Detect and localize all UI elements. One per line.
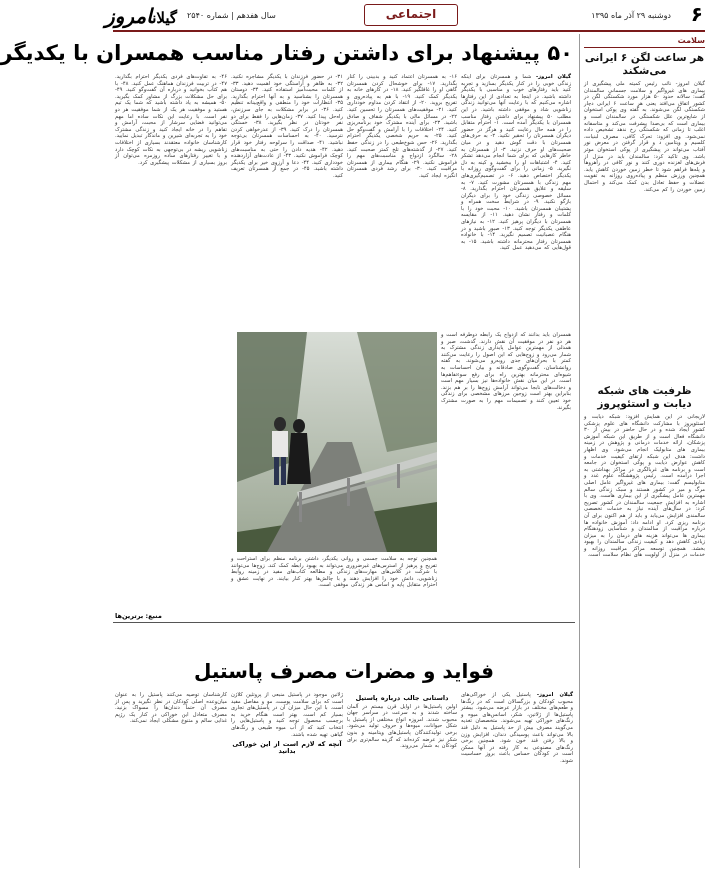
masthead — [105, 0, 709, 32]
article-column-4: ۴۶- به تفاوت‌های فردی یکدیگر احترام بگذارید. ۴۷- در تربیت فرزندان هماهنگ عمل کنید. ۴۸- با هم کتاب بخوانید و درباره آن گفت‌وگو کنید. ۴۹- برای حل مشکلات بزرگ از مشاور کمک بگیرید. ۵۰- همیشه به یاد داشته باشید که شما یک تیم هستید و موفقیت هر یک از شما موفقیت هر دو نفر است. با رعایت این نکات ساده اما مهم می‌توانید فضایی سرشار از محبت، آرامش و تفاهم را در خانه ایجاد کنید و زندگی مشترک خود را به تجربه‌ای شیرین و ماندگار تبدیل نمایید. کارشناسان خانواده معتقدند بسیاری از اختلافات زناشویی ریشه در بی‌توجهی به نکات کوچک دارد و با تغییر رفتارهای ساده روزمره می‌توان از بروز بسیاری از مشکلات پیشگیری کرد. — [115, 74, 227, 166]
couple-walking-photo — [237, 332, 437, 552]
article-lead: گیلان امروز- — [536, 74, 571, 80]
article-column-2: ۱۶- به همسرتان اعتماد کنید و بدبینی را کنار بگذارید. ۱۷- برای خوشحال کردن همسرتان گاهی او را غافلگیر کنید. ۱۸- در کارهای خانه به یکدیگر کمک کنید. ۱۹- با هم به پیاده‌روی و تفریح بروید. ۲۰- از انتقاد کردن مداوم خودداری کنید. ۲۱- موفقیت‌های همسرتان را تحسین کنید. ۲۲- در مسائل مالی با یکدیگر شفاف و صادق باشید. ۲۳- برای آینده مشترک خود برنامه‌ریزی کنید. ۲۴- اختلافات را با آرامش و گفت‌وگو حل کنید. ۲۵- به حریم شخصی یکدیگر احترام بگذارید. ۲۶- حس شوخ‌طبعی را در زندگی حفظ کنید. ۲۷- از گذشته‌های تلخ کمتر صحبت کنید. ۲۸- سالگرد ازدواج و مناسبت‌های مهم را فراموش نکنید. ۲۹- هنگام بیماری از همسرتان مراقبت کنید. ۳۰- برای رشد فردی همسرتان انگیزه ایجاد کنید. — [347, 74, 458, 179]
article-source: منبع: برترین‌ها — [115, 612, 162, 620]
article2-headline: فواید و مضرات مصرف پاستیل — [194, 659, 494, 683]
logo-small: گیلان — [152, 9, 177, 27]
article2-subheading-2: آنچه که لازم است از این خوراکی بدانید — [232, 740, 342, 755]
sidebar-tag: سلامت — [584, 34, 705, 48]
issue-number: سال هفدهم | شماره ۲۵۴۰ — [187, 11, 276, 20]
sidebar-body-2: لاریجانی در این همایش افزود: شبکه دیابت و استئوپروز با مشارکت دانشگاه های علوم پزشکی کشور ایجاد شده و در حال حاضر در بیش از ۳۰ دانشگاه فعال است و از طریق این شبکه آموزش پزشکان، ارائه خدمات درمانی و پژوهش در زمینه بیماری های متابولیک انجام می‌شود. وی اظهار داشت: هدف این شبکه ارتقای کیفیت خدمات و کاهش عوارض دیابت و پوکی استخوان در جامعه است و برنامه های غربالگری در مراکز بهداشتی به اجرا درآمده است. رئیس پژوهشگاه علوم غدد و متابولیسم گفت: بیماری های غیرواگیر عامل اصلی مرگ و میر در کشور هستند و سبک زندگی سالم مهمترین عامل پیشگیری از این بیماری هاست. وی با اشاره به افزایش جمعیت سالمندان در کشور تصریح کرد: در سال‌های آینده نیاز به خدمات تخصصی سالمندی افزایش می‌یابد و باید از هم اکنون برای آن برنامه ریزی کرد. او ادامه داد: آموزش خانواده ها درباره مراقبت از سالمندان و شناسایی زودهنگام بیماری ها می‌تواند هزینه های درمان را به میزان زیادی کاهش دهد و کیفیت زندگی سالمندان را بهبود بخشد. همچنین توسعه مراکز مراقبت روزانه و خدمات در منزل از اولویت های نظام سلامت است. — [584, 414, 705, 559]
article-column-1 — [461, 74, 571, 329]
sidebar-headline-2: ظرفیت های شبکه دیابت و استئوپروز — [597, 385, 692, 410]
article-continuation-right: همسران باید بدانند که ازدواج یک رابطه دوطرفه است و هر دو نفر در موفقیت آن نقش دارند. گذشت، صبر و همدلی از مهمترین عوامل پایداری زندگی مشترک به شمار می‌رود و زوج‌هایی که این اصول را رعایت می‌کنند کمتر با بحران‌های جدی روبه‌رو می‌شوند. به گفته روانشناسان، گفت‌وگوی صادقانه و بیان احساسات به شیوه‌ای محترمانه بهترین راه برای رفع سوءتفاهم‌ها است. در این میان نقش خانواده‌ها نیز بسیار مهم است و دخالت‌های نابجا می‌تواند آرامش زوج‌ها را بر هم بزند. بنابراین بهتر است زوجین مرزهای مشخصی برای زندگی خود تعیین کنند و تصمیمات مهم را به صورت مشترک بگیرند. — [441, 332, 571, 411]
article-headline: ۵۰ پیشنهاد برای داشتن رفتار مناسب همسران با یکدیگر — [0, 41, 573, 65]
article-column-3: ۳۱- در حضور فرزندان با یکدیگر مشاجره نکنید. ۳۲- به ظاهر و آراستگی خود اهمیت دهید. ۳۳- از کلمات محبت‌آمیز استفاده کنید. ۳۴- دوستان همسرتان را بشناسید و به آنها احترام بگذارید. ۳۵- انتظارات خود را منطقی و واقع‌بینانه تنظیم کنید. ۳۶- در برابر مشکلات به جای سرزنش، راه‌حل پیدا کنید. ۳۷- زمان‌هایی را فقط برای دو نفر خودتان در نظر بگیرید. ۳۸- خستگی همسرتان را درک کنید. ۳۹- از عذرخواهی کردن نترسید. ۴۰- به احساسات همسرتان بی‌توجه نباشید. ۴۱- صداقت را سرلوحه رفتار خود قرار دهید. ۴۲- هدیه دادن را حتی به مناسبت‌های کوچک فراموش نکنید. ۴۳- از عادت‌های آزاردهنده خودداری کنید. ۴۴- دعا و آرزوی خیر برای یکدیگر داشته باشید. ۴۵- در جمع از همسرتان تعریف کنید. — [231, 74, 344, 179]
article2-column-3 — [231, 692, 343, 864]
article2-column-4: کارشناسان توصیه می‌کنند پاستیل را به عنوان میان‌وعده اصلی کودکان در نظر نگیرید و پس از مصرف آن حتماً دندان‌ها را مسواک بزنید. مصرف متعادل این خوراکی در کنار یک رژیم غذایی سالم و متنوع مشکلی ایجاد نمی‌کند. — [115, 692, 227, 725]
section-divider — [113, 622, 575, 623]
section-label: اجتماعی — [364, 4, 458, 26]
article-continuation-left: همچنین توجه به سلامت جسمی و روانی یکدیگر، داشتن برنامه منظم برای استراحت و تفریح و پرهیز از استرس‌های غیرضروری می‌تواند به بهبود رابطه کمک کند. زوج‌ها می‌توانند با شرکت در کلاس‌های مهارت‌های زندگی و مطالعه کتاب‌های مفید در زمینه روابط زناشویی، دانش خود را افزایش دهند و با چالش‌ها بهتر کنار بیایند. در نهایت عشق و احترام متقابل پایه و اساس هر زندگی موفقی است. — [231, 556, 437, 589]
logo-big: امروز — [105, 4, 153, 28]
page-number: ۶ — [690, 2, 703, 26]
health-sidebar — [579, 34, 709, 868]
issue-date: دوشنبه ۲۹ آذر ماه ۱۳۹۵ — [591, 11, 671, 20]
header-rule — [113, 30, 705, 32]
article2-column-1 — [461, 692, 573, 864]
sidebar-body-1: گیلان امروز- نائب رئیس کمیته ملی پیشگیری از بیماری های غیرواگیر و سلامت جسمانی سالمندان گفت: سالانه حدود ۵۰ هزار مورد شکستگی لگن در کشور اتفاق می‌افتد یعنی هر ساعت ۶ ایرانی دچار شکستگی لگن می‌شوند. به گفته وی پوکی استخوان از شایع‌ترین علل شکستگی در سالمندان است و بیماری است که بی‌صدا پیشرفت می‌کند و متاسفانه اغلب تا زمانی که شکستگی رخ ندهد تشخیص داده نمی‌شود. وی افزود: تحرک کافی، مصرف لبنیات، کلسیم و ویتامین د و قرار گرفتن در معرض نور آفتاب می‌تواند در پیشگیری از پوکی استخوان موثر باشد. وی تاکید کرد: سالمندان باید در منزل از فرش‌های لغزنده دوری کنند و نور کافی در راهروها و پله‌ها فراهم شود تا خطر زمین خوردن کاهش یابد. همچنین ورزش منظم و پیاده‌روی روزانه به تقویت عضلات و حفظ تعادل بدن کمک می‌کند و احتمال زمین خوردن را کم می‌کند. — [584, 81, 705, 193]
newspaper-logo — [105, 4, 177, 28]
article-column-1-text: شما و همسرتان برای اینکه زندگی خوبی را در کنار یکدیگر بسازید و تجربه کنید باید رفتارهای خوب و مناسبی با یکدیگر داشته باشید. در اینجا به تعدادی از این رفتارها اشاره می‌کنیم که با رعایت آنها می‌توانید زندگی زناشویی شاد و موفقی داشته باشید. در این مطلب ۵۰ پیشنهاد برای داشتن رفتار مناسب همسران با یکدیگر آمده است. ۱- احترام متقابل را در همه حال رعایت کنید و هرگز در حضور دیگران همسرتان را تحقیر نکنید. ۲- به حرف‌های همسرتان با دقت گوش دهید و در میان صحبت‌های او حرف نزنید. ۳- از همسرتان به خاطر کارهایی که برای شما انجام می‌دهد تشکر کنید. ۴- اشتباهات او را ببخشید و کینه به دل نگیرید. ۵- زمانی را برای گفت‌وگوی روزانه با یکدیگر اختصاص دهید. ۶- در تصمیم‌گیری‌های مهم زندگی با همسرتان مشورت کنید. ۷- به سلیقه و علایق همسرتان احترام بگذارید. ۸- مسائل خصوصی زندگی خود را برای دیگران بازگو نکنید. ۹- در شرایط سخت همراه و پشتیبان همسرتان باشید. ۱۰- محبت خود را با کلمات و رفتار نشان دهید. ۱۱- از مقایسه همسرتان با دیگران پرهیز کنید. ۱۲- به نیازهای عاطفی یکدیگر توجه کنید. ۱۳- صبور باشید و در هنگام عصبانیت تصمیم نگیرید. ۱۴- با خانواده همسرتان رفتار محترمانه داشته باشید. ۱۵- به قول‌هایی که می‌دهید عمل کنید. — [461, 74, 572, 252]
article2-column-2 — [347, 692, 457, 864]
sidebar-headline-1: هر ساعت لگن ۶ ایرانی می‌شکند — [584, 52, 705, 77]
article2-lead: گیلان امروز- — [536, 692, 573, 698]
article2-column-3-text: ژلاتین موجود در پاستیل منبعی از پروتئین کلاژن است که برای سلامت پوست، مو و مفاصل مفید است. با این حال میزان آن در پاستیل‌های تجاری بسیار کم است. بهتر است هنگام خرید به برچسب محصول توجه کنید و پاستیل‌هایی را انتخاب کنید که از آب میوه طبیعی و رنگ‌های گیاهی تهیه شده باشند. — [231, 692, 343, 738]
article2-subheading-1: داستانی جالب درباره پاستیل — [355, 694, 449, 702]
photo-illustration — [237, 332, 437, 552]
article2-column-1-text: پاستیل یکی از خوراکی‌های محبوب کودکان و بزرگسالان است که در رنگ‌ها و طعم‌های مختلف در بازار عرضه می‌شود. بیشتر پاستیل‌ها از ژلاتین، شکر، اسانس‌های میوه و رنگ‌های خوراکی تهیه می‌شوند. متخصصان تغذیه می‌گویند مصرف بیش از حد پاستیل به دلیل قند بالا می‌تواند باعث پوسیدگی دندان، افزایش وزن و بالا رفتن قند خون شود. همچنین برخی رنگ‌های مصنوعی به کار رفته در آنها ممکن است در کودکان حساس باعث بروز حساسیت شوند. — [461, 692, 573, 764]
article2-column-2-text: اولین پاستیل‌ها در اوایل قرن بیستم در آلمان ساخته شدند و به سرعت در سراسر جهان محبوب شدند. امروزه انواع مختلفی از پاستیل با شکل حیوانات، میوه‌ها و حروف تولید می‌شود. برخی تولیدکنندگان پاستیل‌های ویتامینه و بدون شکر نیز عرضه کرده‌اند که گزینه سالم‌تری برای کودکان به شمار می‌روند. — [347, 703, 457, 750]
